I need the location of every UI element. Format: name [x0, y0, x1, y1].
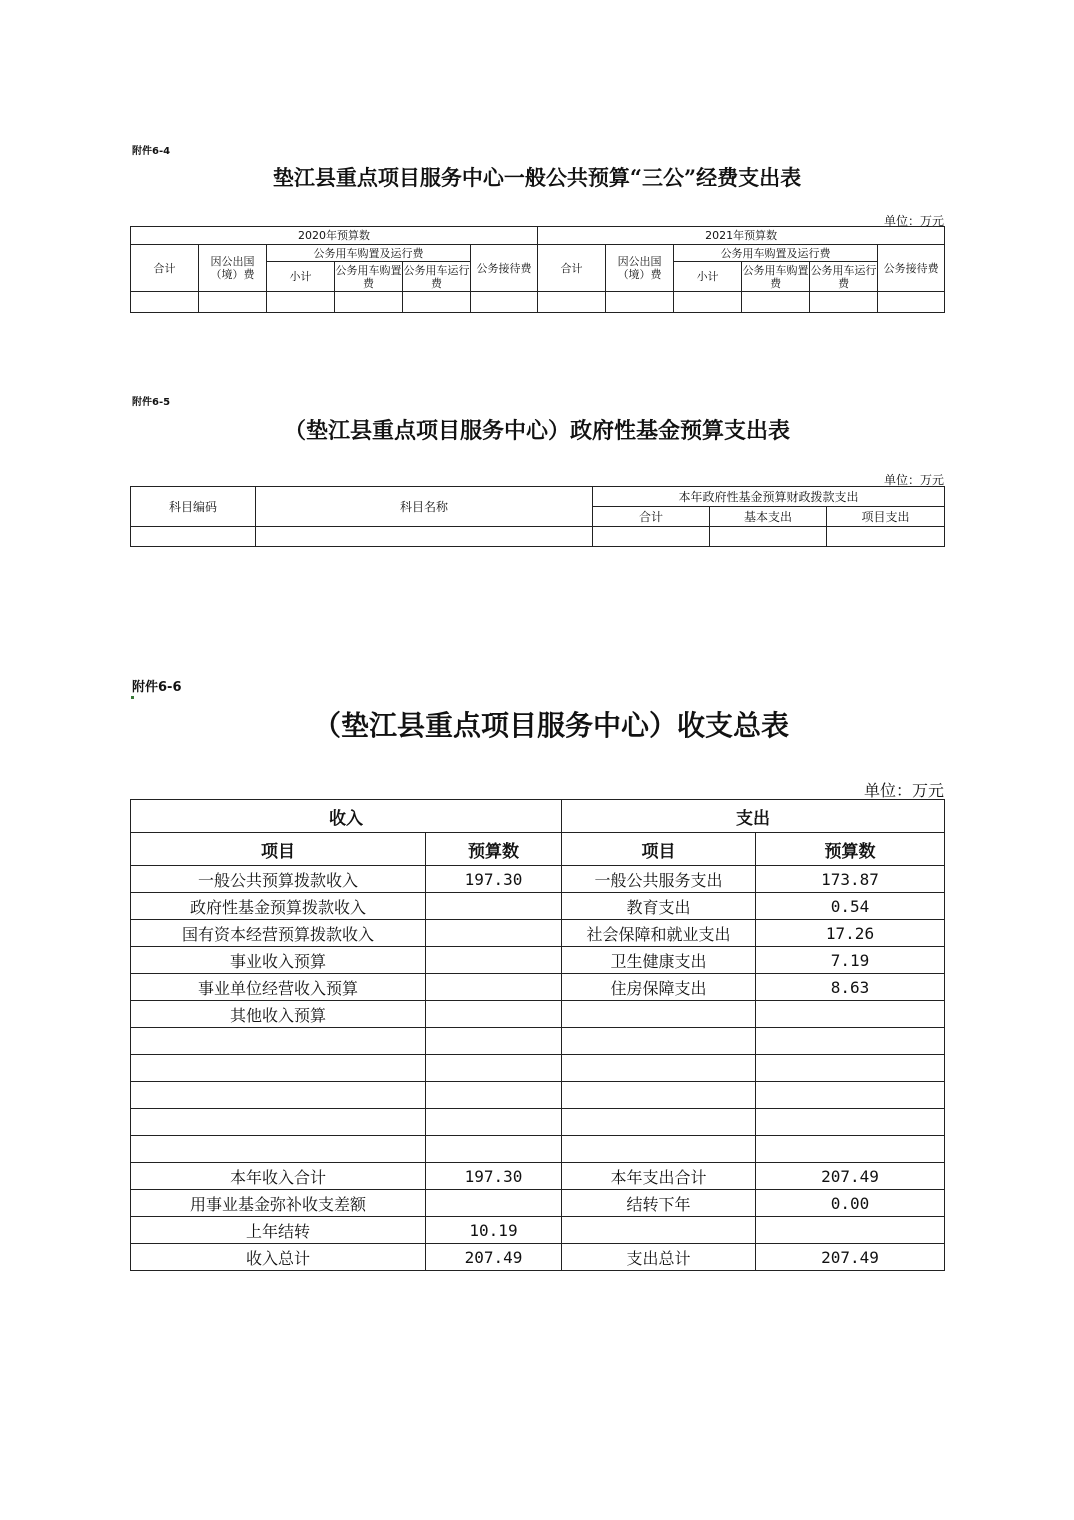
abroad-header: 因公出国（境）费 — [606, 245, 674, 292]
gov-fund-expense-title: （垫江县重点项目服务中心）政府性基金预算支出表 — [283, 418, 790, 444]
expense-budget-cell: 173.87 — [756, 866, 945, 893]
expense-item-cell: 教育支出 — [562, 893, 756, 920]
expense-item-cell — [562, 1028, 756, 1055]
income-item-cell: 其他收入预算 — [131, 1001, 426, 1028]
income-item-cell: 事业收入预算 — [131, 947, 426, 974]
income-item-cell — [131, 1082, 426, 1109]
income-budget-header: 预算数 — [426, 833, 562, 866]
subtotal-header: 小计 — [674, 262, 742, 292]
income-budget-cell: 197.30 — [426, 1163, 562, 1190]
subject-code-header: 科目编码 — [131, 487, 256, 527]
fund-total-header: 合计 — [593, 507, 710, 527]
table-row — [131, 974, 945, 1001]
three-public-expense-table — [130, 226, 945, 313]
income-budget-cell — [426, 920, 562, 947]
expense-item-cell — [562, 1001, 756, 1028]
car-run-header: 公务用车运行费 — [810, 263, 877, 290]
income-budget-cell — [426, 893, 562, 920]
income-item-header: 项目 — [131, 833, 426, 866]
expense-item-header: 项目 — [562, 833, 756, 866]
attachment-label-6-6: 附件6-6 — [132, 680, 182, 695]
expense-item-cell: 一般公共服务支出 — [562, 866, 756, 893]
table-row — [131, 893, 945, 920]
expense-budget-cell — [756, 1217, 945, 1244]
income-item-cell: 事业单位经营收入预算 — [131, 974, 426, 1001]
income-item-cell — [131, 1109, 426, 1136]
income-item-cell: 收入总计 — [131, 1244, 426, 1271]
expense-budget-cell: 0.00 — [756, 1190, 945, 1217]
expense-item-cell — [562, 1055, 756, 1082]
attachment-label-6-4: 附件6-4 — [132, 146, 171, 157]
gov-fund-expense-table — [130, 486, 945, 547]
income-budget-cell — [426, 1190, 562, 1217]
income-budget-cell — [426, 1055, 562, 1082]
expense-budget-cell: 8.63 — [756, 974, 945, 1001]
car-purchase-header: 公务用车购置费 — [742, 263, 809, 290]
income-item-cell: 一般公共预算拨款收入 — [131, 866, 426, 893]
income-item-cell — [131, 1055, 426, 1082]
income-header: 收入 — [131, 800, 562, 833]
expense-budget-cell: 17.26 — [756, 920, 945, 947]
unit-label-6-5: 单位：万元 — [883, 473, 944, 487]
income-item-cell: 上年结转 — [131, 1217, 426, 1244]
income-budget-cell: 207.49 — [426, 1244, 562, 1271]
total-header: 合计 — [131, 245, 199, 292]
table-row — [131, 866, 945, 893]
table-row — [131, 292, 945, 313]
expense-budget-cell — [756, 1082, 945, 1109]
unit-label-6-4: 单位：万元 — [883, 214, 944, 228]
expense-item-cell: 社会保障和就业支出 — [562, 920, 756, 947]
income-item-cell — [131, 1136, 426, 1163]
table-row — [131, 947, 945, 974]
income-budget-cell — [426, 947, 562, 974]
expense-item-cell — [562, 1109, 756, 1136]
expense-budget-cell — [756, 1136, 945, 1163]
income-expense-summary-table — [130, 799, 945, 1271]
subtotal-header: 小计 — [267, 262, 335, 292]
income-budget-cell — [426, 974, 562, 1001]
fund-basic-header: 基本支出 — [710, 507, 827, 527]
income-expense-summary-title: （垫江县重点项目服务中心）收支总表 — [312, 709, 789, 742]
car-group-header: 公务用车购置及运行费 — [267, 245, 471, 262]
income-budget-cell — [426, 1082, 562, 1109]
expense-budget-cell: 7.19 — [756, 947, 945, 974]
income-budget-cell: 197.30 — [426, 866, 562, 893]
cell-marker — [131, 696, 134, 699]
expense-item-cell: 支出总计 — [562, 1244, 756, 1271]
total-header: 合计 — [538, 245, 606, 292]
income-item-cell: 用事业基金弥补收支差额 — [131, 1190, 426, 1217]
subject-name-header: 科目名称 — [256, 487, 593, 527]
expense-budget-cell: 207.49 — [756, 1244, 945, 1271]
expense-item-cell — [562, 1136, 756, 1163]
table-row — [131, 1028, 945, 1055]
table-row — [131, 1163, 945, 1190]
table-row — [131, 1082, 945, 1109]
table-row — [131, 1109, 945, 1136]
table-row — [131, 920, 945, 947]
table-row — [131, 1190, 945, 1217]
income-item-cell — [131, 1028, 426, 1055]
expense-header: 支出 — [562, 800, 945, 833]
attachment-label-6-5: 附件6-5 — [132, 397, 171, 408]
table-row — [131, 1136, 945, 1163]
reception-header: 公务接待费 — [471, 245, 538, 292]
table-row — [131, 1001, 945, 1028]
fund-group-header: 本年政府性基金预算财政拨款支出 — [593, 487, 945, 507]
income-budget-cell — [426, 1109, 562, 1136]
income-budget-cell — [426, 1136, 562, 1163]
table-row — [131, 1244, 945, 1271]
expense-item-cell — [562, 1217, 756, 1244]
expense-item-cell: 卫生健康支出 — [562, 947, 756, 974]
expense-budget-cell — [756, 1001, 945, 1028]
income-item-cell: 本年收入合计 — [131, 1163, 426, 1190]
income-item-cell: 政府性基金预算拨款收入 — [131, 893, 426, 920]
three-public-expense-title: 垫江县重点项目服务中心一般公共预算“三公”经费支出表 — [272, 165, 802, 190]
fund-project-header: 项目支出 — [827, 507, 945, 527]
abroad-header: 因公出国（境）费 — [199, 245, 267, 292]
expense-budget-cell — [756, 1028, 945, 1055]
expense-item-cell — [562, 1082, 756, 1109]
car-purchase-header: 公务用车购置费 — [335, 263, 402, 290]
income-item-cell: 国有资本经营预算拨款收入 — [131, 920, 426, 947]
expense-budget-cell: 0.54 — [756, 893, 945, 920]
table-row — [131, 1217, 945, 1244]
year-2020-header: 2020年预算数 — [131, 227, 538, 245]
reception-header: 公务接待费 — [878, 245, 945, 292]
expense-budget-cell — [756, 1055, 945, 1082]
car-run-header: 公务用车运行费 — [403, 263, 470, 290]
year-2021-header: 2021年预算数 — [538, 227, 945, 245]
table-row — [131, 1055, 945, 1082]
expense-budget-cell — [756, 1109, 945, 1136]
expense-budget-cell: 207.49 — [756, 1163, 945, 1190]
expense-item-cell: 结转下年 — [562, 1190, 756, 1217]
car-group-header: 公务用车购置及运行费 — [674, 245, 878, 262]
expense-item-cell: 住房保障支出 — [562, 974, 756, 1001]
income-budget-cell: 10.19 — [426, 1217, 562, 1244]
unit-label-6-6: 单位：万元 — [863, 781, 944, 800]
expense-item-cell: 本年支出合计 — [562, 1163, 756, 1190]
income-budget-cell — [426, 1028, 562, 1055]
table-row — [131, 527, 945, 547]
expense-budget-header: 预算数 — [756, 833, 945, 866]
income-budget-cell — [426, 1001, 562, 1028]
